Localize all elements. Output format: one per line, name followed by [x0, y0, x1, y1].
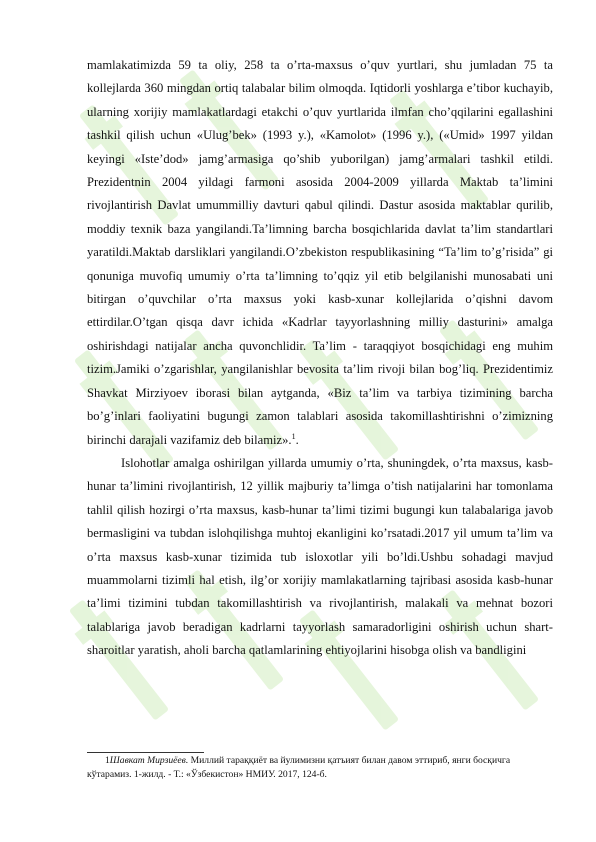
paragraph-text: mamlakatimizda 59 ta oliy, 258 ta o’rta-maxsus o’quv yurtlari, shu jumladan 75 ta kollejlarda 360 mingdan ortiq talabalar bilim olmoqda. Iqtidorli yoshlarga e’tibor kuchayib, ularning xorijiy mamlakatlardagi etakchi o’quv yurtlarida ilmfan cho’qqilarini egallashini tashkil qilish uchun «Ulug’bek» (1993 y.), «Kamolot» (1996 y.), («Umid» 1997 yildan keyingi «Iste’dod» jamg’armasiga qo’shib yuborilgan) jamg’armalari tashkil etildi. Prezidentnin 2004 yildagi farmoni asosida 2004-2009 yillarda Maktab ta’limini rivojlantirish Davlat umummilliy davturi qabul qilindi. Dastur asosida maktablar qurilib, moddiy texnik baza yangilandi.Ta’limning barcha bosqichlarida davlat ta’lim standartlari yaratildi.Maktab darsliklari yangilandi.O’zbekiston respublikasining “Ta’lim to’g’risida” gi qonuniga muvofiq umumiy o’rta ta’limning to’qqiz yil etib belgilanishi munosabati uni bitirgan o’quvchilar o’rta maxsus yoki kasb-xunar kollejlarida o’qishni davom ettirdilar.O’tgan qisqa davr ichida «Kadrlar tayyorlashning milliy dasturini» amalga oshirishdagi natijalar ancha quvonchlidir. Ta’lim - taraqqiyot bosqichidagi eng muhim tizim.Jamiki o’zgarishlar, yangilanishlar bevosita ta’lim rivoji bilan bog’liq. Prezidentimiz Shavkat Mirziyoev iborasi bilan aytganda, «Biz ta’lim va tarbiya tizimining barcha bo’g’inlari faoliyatini bugungi zamon talablari asosida takomillashtirishni o’zimizning birinchi darajali vazifamiz deb bilamiz».: [87, 58, 553, 447]
paragraph: Islohotlar amalga oshirilgan yillarda umumiy o’rta, shuningdek, o’rta maxsus, kasb-hunar ta’limini rivojlantirish, 12 yillik majburiy ta’limga o’tish natijalarini har tomonlama tahlil qilish hozirgi o’rta maxsus, kasb-hunar ta’limi tizimi bugungi kun talabalariga javob bermasligini va tubdan islohqilishga muhtoj ekanligini ko’rsatadi.2017 yil umum ta’lim va o’rta maxsus kasb-xunar tizimida tub isloxotlar yili bo’ldi.Ushbu sohadagi mavjud muammolarni tizimli hal etish, ilg’or xorijiy mamlakatlarning tajribasi asosida kasb-hunar ta’limi tizimini tubdan takomillashtirish va rivojlantirish, malakali va mehnat bozori talablariga javob beradigan kadrlarni tayyorlash samaradorligini oshirish uchun shart-sharoitlar yaratish, aholi barcha qatlamlarining ehtiyojlarini hisobga olish va bandligini: [87, 455, 553, 658]
footnote-number: 1: [105, 755, 110, 766]
footnote-divider: [87, 752, 204, 753]
footnote-text: Миллий тараққиёт ва йулимизни қатъият билан давом эттириб, янги босқичга кўтарамиз. 1-жилд. - Т.: «Ўзбекистон» НМИУ. 2017, 124-б.: [87, 755, 511, 780]
footnote: [87, 754, 553, 782]
paragraph: mamlakatimizda 59 ta oliy, 258 ta o’rta-maxsus o’quv yurtlari, shu jumladan 75 ta kollejlarda 360 mingdan ortiq talabalar bilim olmoqda. Iqtidorli yoshlarga e’tibor kuchayib, ularning xorijiy mamlakatlardagi etakchi o’quv yurtlarida ilmfan cho’qqilarini egallashini tashkil qilish uchun «Ulug’bek» (1993 y.), «Kamolot» (1996 y.), («Umid» 1997 yildan keyingi «Iste’dod» jamg’armasiga qo’shib yuborilgan) jamg’armalari tashkil etildi. Prezidentnin 2004 yildagi farmoni asosida 2004-2009 yillarda Maktab ta’limini rivojlantirish Davlat umummilliy davturi qabul qilindi. Dastur asosida maktablar qurilib, moddiy texnik baza yangilandi.Ta’limning barcha bosqichlarida davlat ta’lim standartlari yaratildi.Maktab darsliklari yangilandi.O’zbekiston respublikasining “Ta’lim to’g’risida” gi qonuniga muvofiq umumiy o’rta ta’limning to’qqiz yil etib belgilanishi munosabati uni bitirgan o’quvchilar o’rta maxsus yoki kasb-xunar kollejlarida o’qishni davom ettirdilar.O’tgan qisqa davr ichida «Kadrlar tayyorlashning milliy dasturini» amalga oshirishdagi natijalar ancha quvonchlidir. Ta’lim - taraqqiyot bosqichidagi eng muhim tizim.Jamiki o’zgarishlar, yangilanishlar bevosita ta’lim rivoji bilan bog’liq. Prezidentimiz Shavkat Mirziyoev iborasi bilan aytganda, «Biz ta’lim va tarbiya tizimining barcha bo’g’inlari faoliyatini bugungi zamon talablari asosida takomillashtirishni o’zimizning birinchi darajali vazifamiz deb bilamiz».$^1$.: [87, 58, 553, 447]
body-text: [87, 54, 553, 663]
footnote-author: Шавкат Мирзиёев.: [109, 755, 189, 766]
footnote-reference[interactable]: 1: [291, 431, 296, 441]
